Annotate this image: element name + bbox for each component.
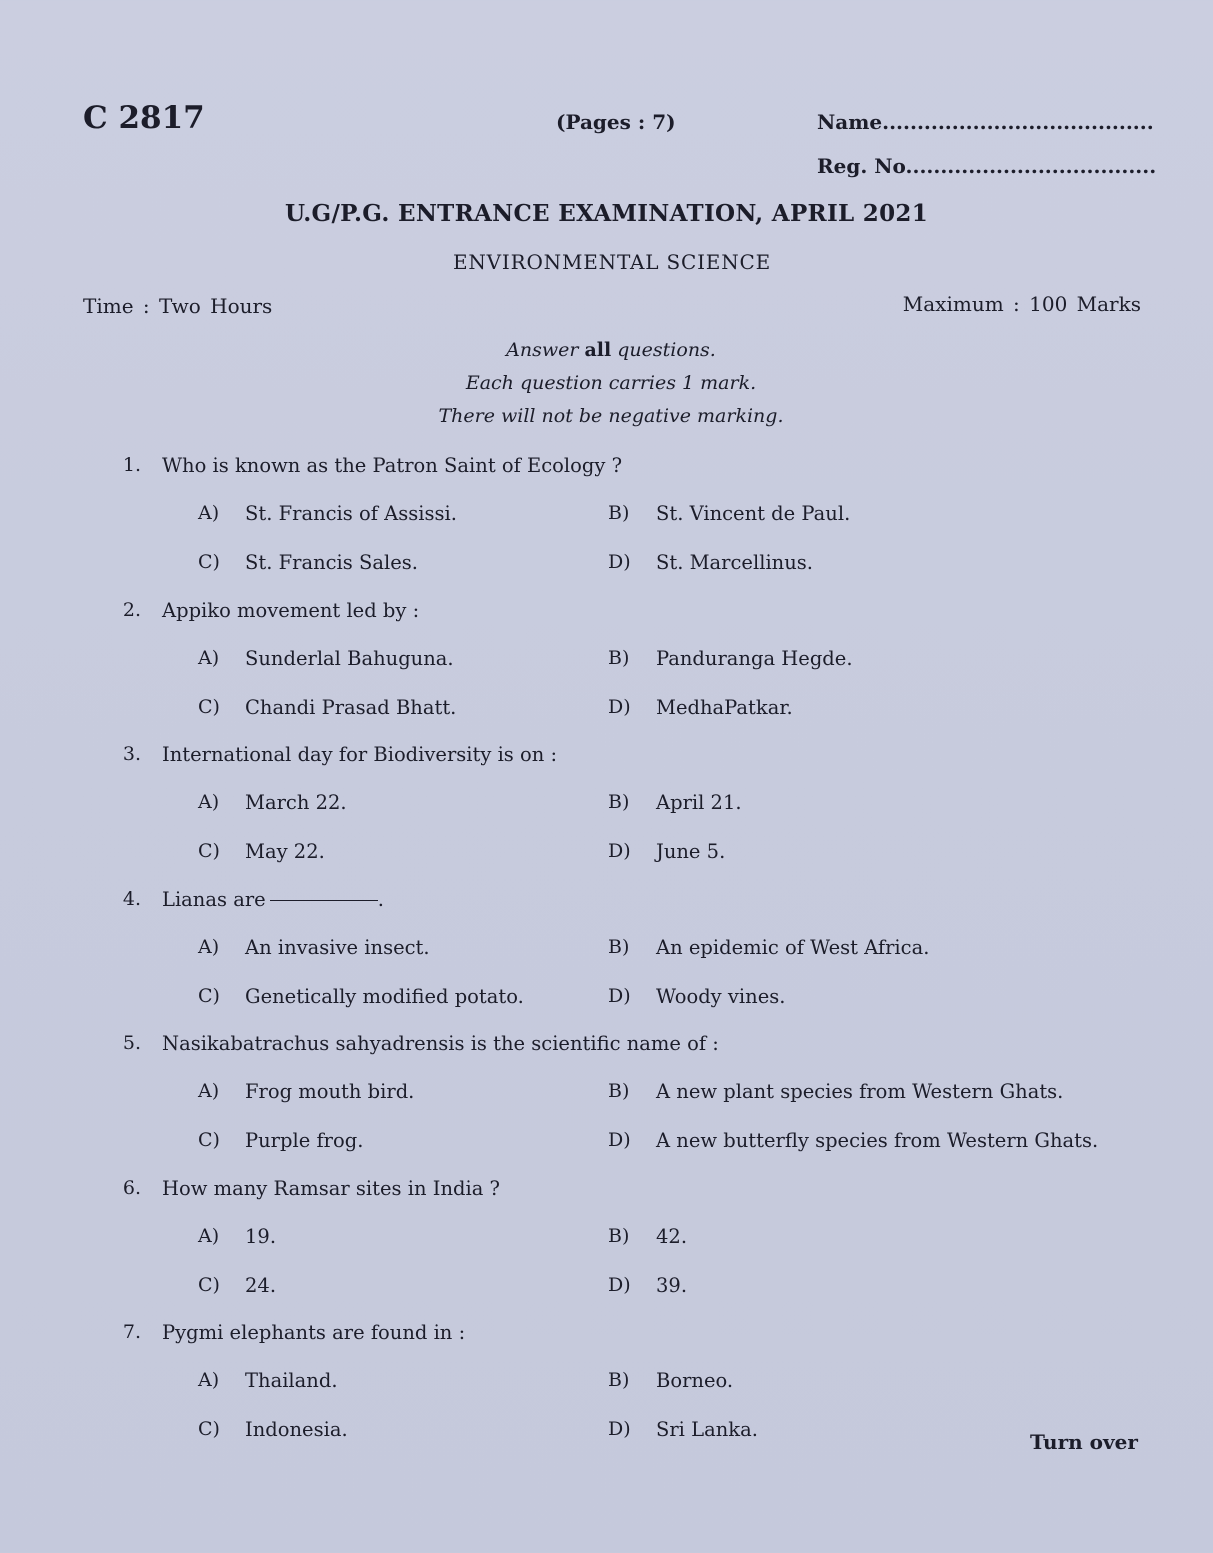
option-letter: C): [198, 1418, 220, 1440]
option-letter: A): [198, 1225, 220, 1247]
instruction-1-post: questions.: [611, 339, 716, 361]
option-letter: D): [608, 1129, 631, 1151]
question-number: 5.: [122, 1032, 141, 1054]
option-letter: B): [608, 936, 630, 958]
option-text: Purple frog.: [245, 1129, 364, 1152]
option-text: St. Francis of Assissi.: [245, 502, 457, 525]
option-text: St. Marcellinus.: [656, 551, 813, 574]
maximum-marks: Maximum : 100 Marks: [902, 292, 1141, 316]
instruction-line-3: There will not be negative marking.: [438, 405, 784, 427]
option-letter: B): [608, 1225, 630, 1247]
option-letter: B): [608, 1369, 630, 1391]
option-text: 39.: [656, 1274, 688, 1297]
option-text: Frog mouth bird.: [245, 1080, 415, 1103]
instruction-1-bold: all: [584, 339, 612, 361]
question-text-content: Appiko movement led by :: [162, 599, 420, 622]
option-text: Thailand.: [245, 1369, 338, 1392]
option-letter: C): [198, 1274, 220, 1296]
option-letter: C): [198, 840, 220, 862]
option-text: St. Vincent de Paul.: [656, 502, 851, 525]
question-text-content: Lianas are: [162, 888, 266, 911]
option-text: Borneo.: [656, 1369, 734, 1392]
option-text: A new plant species from Western Ghats.: [656, 1080, 1064, 1103]
option-text: Sunderlal Bahuguna.: [245, 647, 454, 670]
question-text: [162, 743, 557, 766]
question-number: 7.: [122, 1321, 141, 1343]
question-text: [162, 1321, 465, 1344]
option-letter: B): [608, 647, 630, 669]
instruction-line-1: [0, 339, 1213, 361]
question-text-content: Nasikabatrachus sahyadrensis is the scientific name of :: [162, 1032, 719, 1055]
option-text: May 22.: [245, 840, 325, 863]
question-text-content: International day for Biodiversity is on :: [162, 743, 558, 766]
question-number: 2.: [122, 599, 141, 621]
question-text-content: Who is known as the Patron Saint of Ecology ?: [162, 454, 623, 477]
option-text: 19.: [245, 1225, 277, 1248]
option-text: A new butterfly species from Western Ghats.: [656, 1129, 1099, 1152]
question-number: 6.: [122, 1177, 141, 1199]
instruction-line-2: Each question carries 1 mark.: [465, 372, 757, 394]
option-text: An epidemic of West Africa.: [656, 936, 930, 959]
option-letter: C): [198, 551, 220, 573]
exam-title: U.G/P.G. ENTRANCE EXAMINATION, APRIL 2021: [284, 200, 929, 227]
question-number: 4.: [122, 888, 141, 910]
option-text: 42.: [656, 1225, 688, 1248]
question-number: 3.: [122, 743, 141, 765]
option-text: Chandi Prasad Bhatt.: [245, 696, 457, 719]
option-text: St. Francis Sales.: [245, 551, 418, 574]
option-text: Sri Lanka.: [656, 1418, 758, 1441]
option-letter: D): [608, 696, 631, 718]
option-letter: C): [198, 696, 220, 718]
option-letter: A): [198, 1369, 220, 1391]
instruction-1-pre: Answer: [506, 339, 585, 361]
fill-in-blank: [270, 900, 378, 901]
option-letter: A): [198, 936, 220, 958]
time-allowed: Time : Two Hours: [83, 294, 273, 318]
question-text-content: Pygmi elephants are found in :: [162, 1321, 466, 1344]
option-letter: A): [198, 502, 220, 524]
turn-over-note: Turn over: [1030, 1430, 1138, 1454]
page-count: (Pages : 7): [556, 110, 676, 134]
option-text: June 5.: [656, 840, 726, 863]
question-text-suffix: .: [377, 888, 384, 911]
option-letter: D): [608, 985, 631, 1007]
option-letter: D): [608, 1418, 631, 1440]
option-text: 24.: [245, 1274, 277, 1297]
option-letter: D): [608, 551, 631, 573]
question-text-content: How many Ramsar sites in India ?: [162, 1177, 501, 1200]
option-text: An invasive insect.: [245, 936, 430, 959]
question-text: [162, 454, 622, 477]
option-letter: D): [608, 1274, 631, 1296]
option-text: April 21.: [656, 791, 742, 814]
question-number: 1.: [122, 454, 141, 476]
option-letter: A): [198, 1080, 220, 1102]
reg-no-field: Reg. No....................................: [817, 154, 1157, 178]
option-text: March 22.: [245, 791, 347, 814]
option-letter: A): [198, 647, 220, 669]
question-text: [162, 1032, 719, 1055]
paper-code: C 2817: [83, 100, 205, 136]
option-letter: C): [198, 1129, 220, 1151]
subject-title: ENVIRONMENTAL SCIENCE: [452, 250, 771, 274]
option-letter: B): [608, 502, 630, 524]
option-letter: D): [608, 840, 631, 862]
option-letter: B): [608, 791, 630, 813]
option-text: Panduranga Hegde.: [656, 647, 853, 670]
option-text: Genetically modified potato.: [245, 985, 524, 1008]
option-text: Woody vines.: [656, 985, 786, 1008]
question-text: [162, 599, 419, 622]
option-letter: C): [198, 985, 220, 1007]
name-field: Name.......................................: [817, 110, 1154, 134]
option-letter: A): [198, 791, 220, 813]
option-text: MedhaPatkar.: [656, 696, 793, 719]
question-text: [162, 888, 384, 911]
question-text: [162, 1177, 500, 1200]
option-text: Indonesia.: [245, 1418, 348, 1441]
option-letter: B): [608, 1080, 630, 1102]
